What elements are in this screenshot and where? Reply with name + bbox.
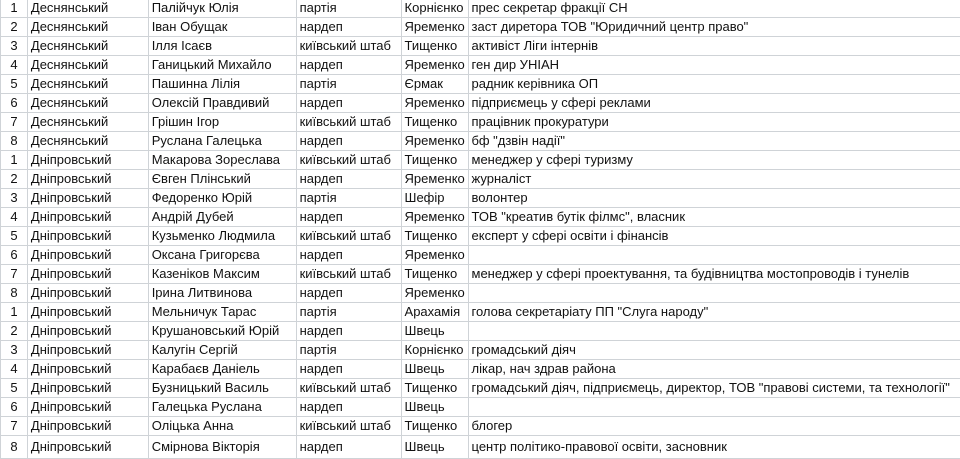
description-cell[interactable]: громадський діяч [468,341,960,360]
description-cell[interactable]: голова секретаріату ПП "Слуга народу" [468,303,960,322]
name-cell[interactable]: Євген Плінський [148,170,296,189]
district-cell[interactable]: Дніпровський [27,170,148,189]
description-cell[interactable]: заст диретора ТОВ "Юридичний центр право" [468,18,960,37]
curator-cell[interactable]: Тищенко [401,113,468,132]
table-row [1,56,960,75]
table-row [1,94,960,113]
district-cell[interactable]: Деснянський [27,18,148,37]
table-row [1,113,960,132]
affiliation-cell[interactable]: партія [296,75,401,94]
row-number-cell[interactable]: 1 [1,151,28,170]
row-number-cell[interactable]: 5 [1,379,28,398]
district-cell[interactable]: Дніпровський [27,417,148,436]
table-row [1,189,960,208]
name-cell[interactable]: Палійчук Юлія [148,0,296,18]
district-cell[interactable]: Дніпровський [27,265,148,284]
name-cell[interactable]: Федоренко Юрій [148,189,296,208]
district-cell[interactable]: Деснянський [27,37,148,56]
row-number-cell[interactable]: 6 [1,246,28,265]
table-row [1,75,960,94]
row-number-cell[interactable]: 4 [1,56,28,75]
affiliation-cell[interactable]: київський штаб [296,37,401,56]
affiliation-cell[interactable]: київський штаб [296,113,401,132]
curator-cell[interactable]: Яременко [401,170,468,189]
curator-cell[interactable]: Корнієнко [401,341,468,360]
district-cell[interactable]: Дніпровський [27,151,148,170]
name-cell[interactable]: Ганицький Михайло [148,56,296,75]
row-number-cell[interactable]: 4 [1,360,28,379]
district-cell[interactable]: Дніпровський [27,284,148,303]
district-cell[interactable]: Дніпровський [27,189,148,208]
affiliation-cell[interactable]: нардеп [296,94,401,113]
table-row [1,0,960,18]
district-cell[interactable]: Дніпровський [27,246,148,265]
affiliation-cell[interactable]: партія [296,341,401,360]
district-cell[interactable]: Дніпровський [27,436,148,459]
district-cell[interactable]: Деснянський [27,113,148,132]
name-cell[interactable]: Казеніков Максим [148,265,296,284]
row-number-cell[interactable]: 6 [1,398,28,417]
row-number-cell[interactable]: 8 [1,284,28,303]
row-number-cell[interactable]: 2 [1,170,28,189]
curator-cell[interactable]: Єрмак [401,75,468,94]
table-row [1,18,960,37]
name-cell[interactable]: Кузьменко Людмила [148,227,296,246]
name-cell[interactable]: Бузницький Василь [148,379,296,398]
row-number-cell[interactable]: 7 [1,265,28,284]
name-cell[interactable]: Ірина Литвинова [148,284,296,303]
curator-cell[interactable]: Яременко [401,94,468,113]
district-cell[interactable]: Дніпровський [27,208,148,227]
table-row [1,436,960,459]
row-number-cell[interactable]: 5 [1,75,28,94]
table-row [1,132,960,151]
affiliation-cell[interactable]: нардеп [296,322,401,341]
row-number-cell[interactable]: 2 [1,18,28,37]
name-cell[interactable]: Оліцька Анна [148,417,296,436]
description-cell[interactable]: підприємець у сфері реклами [468,94,960,113]
description-cell[interactable] [468,284,960,303]
affiliation-cell[interactable]: нардеп [296,208,401,227]
curator-cell[interactable]: Арахамія [401,303,468,322]
name-cell[interactable]: Галецька Руслана [148,398,296,417]
curator-cell[interactable]: Яременко [401,208,468,227]
description-cell[interactable]: радник керівника ОП [468,75,960,94]
description-cell[interactable]: експерт у сфері освіти і фінансів [468,227,960,246]
affiliation-cell[interactable]: нардеп [296,360,401,379]
row-number-cell[interactable]: 3 [1,189,28,208]
affiliation-cell[interactable]: нардеп [296,18,401,37]
affiliation-cell[interactable]: партія [296,303,401,322]
curator-cell[interactable]: Яременко [401,284,468,303]
row-number-cell[interactable]: 3 [1,341,28,360]
name-cell[interactable]: Грішин Ігор [148,113,296,132]
district-cell[interactable]: Деснянський [27,132,148,151]
description-cell[interactable]: центр політико-правової освіти, засновник [468,436,960,459]
description-cell[interactable]: громадський діяч, підприємець, директор, ТОВ "правові системи, та технології" [468,379,960,398]
row-number-cell[interactable]: 2 [1,322,28,341]
curator-cell[interactable]: Корнієнко [401,0,468,18]
row-number-cell[interactable]: 1 [1,303,28,322]
description-cell[interactable]: лікар, нач здрав района [468,360,960,379]
description-cell[interactable] [468,246,960,265]
affiliation-cell[interactable]: нардеп [296,284,401,303]
affiliation-cell[interactable]: партія [296,0,401,18]
description-cell[interactable]: менеджер у сфері проектування, та будівництва мостопроводів і тунелів [468,265,960,284]
affiliation-cell[interactable]: київський штаб [296,417,401,436]
table-row [1,417,960,436]
name-cell[interactable]: Смірнова Вікторія [148,436,296,459]
row-number-cell[interactable]: 4 [1,208,28,227]
affiliation-cell[interactable]: київський штаб [296,227,401,246]
district-cell[interactable]: Деснянський [27,75,148,94]
table-row [1,284,960,303]
curator-cell[interactable]: Швець [401,360,468,379]
name-cell[interactable]: Іван Обущак [148,18,296,37]
description-cell[interactable]: менеджер у сфері туризму [468,151,960,170]
curator-cell[interactable]: Тищенко [401,265,468,284]
table-row [1,170,960,189]
name-cell[interactable]: Пашинна Лілія [148,75,296,94]
description-cell[interactable] [468,398,960,417]
row-number-cell[interactable]: 5 [1,227,28,246]
curator-cell[interactable]: Тищенко [401,417,468,436]
affiliation-cell[interactable]: партія [296,189,401,208]
name-cell[interactable]: Оксана Григорєва [148,246,296,265]
description-cell[interactable]: активіст Ліги інтернів [468,37,960,56]
affiliation-cell[interactable]: київський штаб [296,151,401,170]
name-cell[interactable]: Олексій Правдивий [148,94,296,113]
curator-cell[interactable]: Швець [401,398,468,417]
description-cell[interactable]: працівник прокуратури [468,113,960,132]
curator-cell[interactable]: Тищенко [401,379,468,398]
table-row [1,379,960,398]
affiliation-cell[interactable]: нардеп [296,436,401,459]
curator-cell[interactable]: Яременко [401,56,468,75]
name-cell[interactable]: Калугін Сергій [148,341,296,360]
affiliation-cell[interactable]: нардеп [296,56,401,75]
row-number-cell[interactable]: 7 [1,417,28,436]
district-cell[interactable]: Дніпровський [27,227,148,246]
district-cell[interactable]: Дніпровський [27,303,148,322]
affiliation-cell[interactable]: нардеп [296,170,401,189]
description-cell[interactable]: ген дир УНІАН [468,56,960,75]
name-cell[interactable]: Андрій Дубей [148,208,296,227]
name-cell[interactable]: Ілля Ісаєв [148,37,296,56]
name-cell[interactable]: Крушановський Юрій [148,322,296,341]
district-cell[interactable]: Деснянський [27,56,148,75]
table-row [1,398,960,417]
affiliation-cell[interactable]: київський штаб [296,265,401,284]
description-cell[interactable]: прес секретар фракції СН [468,0,960,18]
curator-cell[interactable]: Тищенко [401,37,468,56]
curator-cell[interactable]: Швець [401,436,468,459]
row-number-cell[interactable]: 8 [1,132,28,151]
row-number-cell[interactable]: 7 [1,113,28,132]
district-cell[interactable]: Дніпровський [27,379,148,398]
curator-cell[interactable]: Шефір [401,189,468,208]
district-cell[interactable]: Дніпровський [27,341,148,360]
name-cell[interactable]: Карабаєв Даніель [148,360,296,379]
table-row [1,227,960,246]
affiliation-cell[interactable]: нардеп [296,246,401,265]
district-cell[interactable]: Деснянський [27,0,148,18]
curator-cell[interactable]: Тищенко [401,151,468,170]
name-cell[interactable]: Мельничук Тарас [148,303,296,322]
district-cell[interactable]: Дніпровський [27,398,148,417]
description-cell[interactable]: волонтер [468,189,960,208]
description-cell[interactable]: ТОВ "креатив бутік філмс", власник [468,208,960,227]
description-cell[interactable]: бф "дзвін надії" [468,132,960,151]
name-cell[interactable]: Макарова Зореслава [148,151,296,170]
curator-cell[interactable]: Яременко [401,246,468,265]
table-row [1,208,960,227]
district-cell[interactable]: Деснянський [27,94,148,113]
curator-cell[interactable]: Швець [401,322,468,341]
affiliation-cell[interactable]: нардеп [296,132,401,151]
curator-cell[interactable]: Тищенко [401,227,468,246]
curator-cell[interactable]: Яременко [401,132,468,151]
table-row [1,246,960,265]
table-row [1,360,960,379]
table-row [1,322,960,341]
name-cell[interactable]: Руслана Галецька [148,132,296,151]
row-number-cell[interactable]: 6 [1,94,28,113]
description-cell[interactable] [468,322,960,341]
description-cell[interactable]: блогер [468,417,960,436]
table-row [1,265,960,284]
curator-cell[interactable]: Яременко [401,18,468,37]
row-number-cell[interactable]: 3 [1,37,28,56]
description-cell[interactable]: журналіст [468,170,960,189]
table-row [1,303,960,322]
district-cell[interactable]: Дніпровський [27,360,148,379]
affiliation-cell[interactable]: київський штаб [296,379,401,398]
row-number-cell[interactable]: 1 [1,0,28,18]
row-number-cell[interactable]: 8 [1,436,28,459]
table-row [1,341,960,360]
table-row [1,151,960,170]
district-cell[interactable]: Дніпровський [27,322,148,341]
table-row [1,37,960,56]
affiliation-cell[interactable]: нардеп [296,398,401,417]
